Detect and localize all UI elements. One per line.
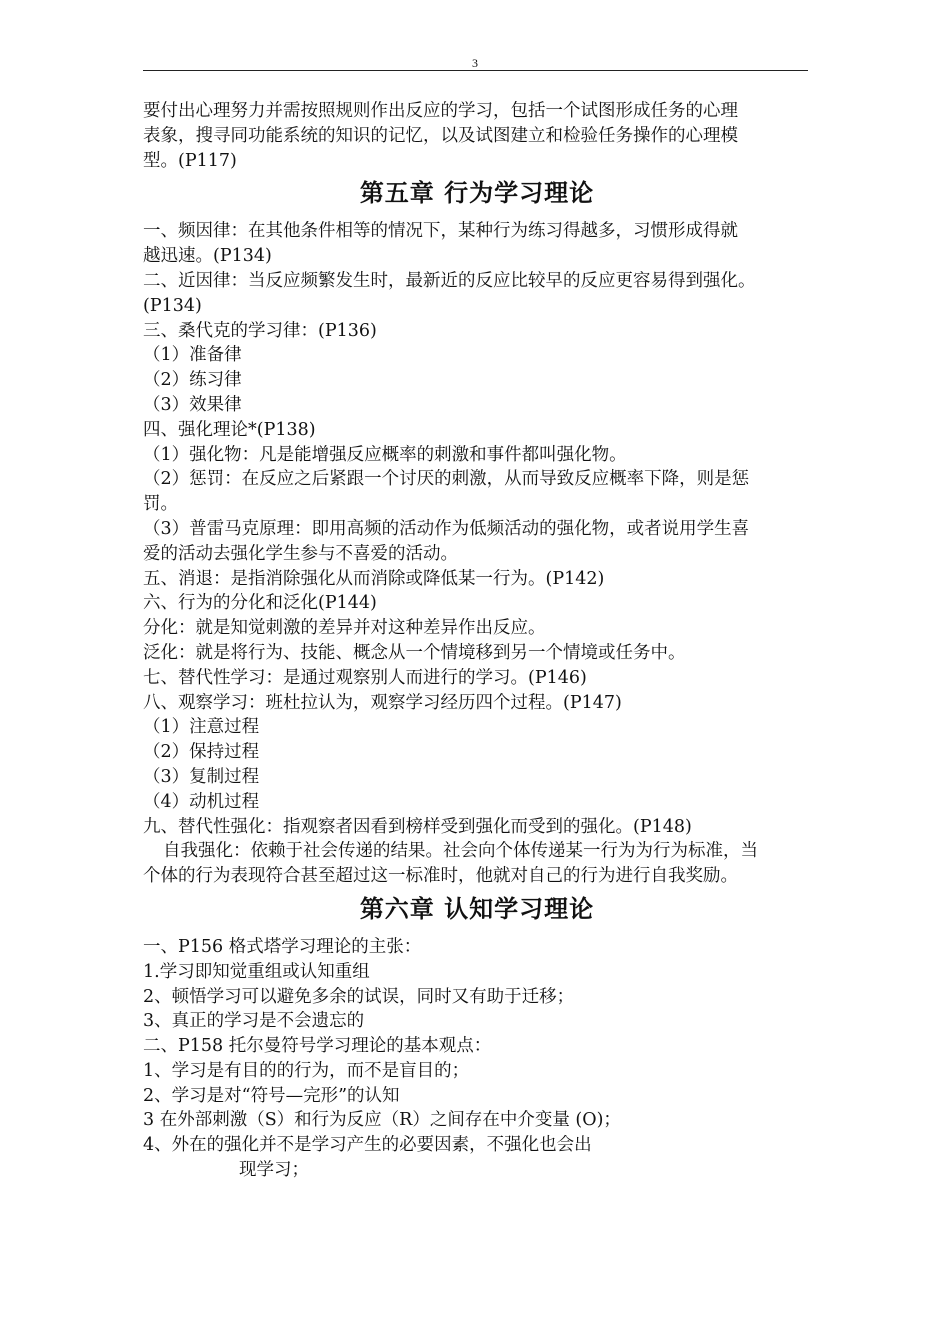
chapter-6-title: 第六章 认知学习理论 [359, 894, 595, 923]
list-item: （2）保持过程 [143, 742, 260, 763]
text-line: 七、替代性学习：是通过观察别人而进行的学习。(P146) [143, 667, 587, 688]
page-number: 3 [472, 56, 478, 70]
list-item: （2）练习律 [143, 370, 242, 391]
text-line: 表象，搜寻同功能系统的知识的记忆，以及试图建立和检验任务操作的心理模 [143, 125, 738, 146]
list-item: （3）效果律 [143, 394, 242, 415]
text-line: 二、P158 托尔曼符号学习理论的基本观点： [143, 1036, 492, 1057]
text-line: 五、消退：是指消除强化从而消除或降低某一行为。(P142) [143, 568, 605, 589]
text-line: 二、近因律：当反应频繁发生时，最新近的反应比较早的反应更容易得到强化。 [143, 270, 756, 291]
text-line: 罚。 [143, 494, 178, 515]
text-line: 爱的活动去强化学生参与不喜爱的活动。 [143, 543, 458, 564]
list-item: （1）准备律 [143, 345, 242, 366]
text-line: 一、P156 格式塔学习理论的主张： [143, 936, 422, 957]
list-item: （2）惩罚：在反应之后紧跟一个讨厌的刺激，从而导致反应概率下降，则是惩 [143, 469, 750, 490]
list-item: 1.学习即知觉重组或认知重组 [143, 961, 370, 982]
list-item: （4）动机过程 [143, 791, 260, 812]
text-line: 三、桑代克的学习律：(P136) [143, 320, 377, 341]
list-item: 3 在外部刺激（S）和行为反应（R）之间存在中介变量 (O)； [143, 1110, 621, 1131]
header-rule [143, 70, 808, 71]
text-line: 个体的行为表现符合甚至超过这一标准时，他就对自己的行为进行自我奖励。 [143, 866, 738, 887]
list-item: （1）注意过程 [143, 717, 260, 738]
text-line: 现学习； [239, 1160, 309, 1181]
text-line: 一、频因律：在其他条件相等的情况下，某种行为练习得越多，习惯形成得就 [143, 221, 738, 242]
text-line: 九、替代性强化：指观察者因看到榜样受到强化而受到的强化。(P148) [143, 816, 692, 837]
text-line: 自我强化：依赖于社会传递的结果。社会向个体传递某一行为为行为标准，当 [163, 841, 758, 862]
text-line: 六、行为的分化和泛化(P144) [143, 593, 377, 614]
text-line: 要付出心理努力并需按照规则作出反应的学习，包括一个试图形成任务的心理 [143, 101, 738, 121]
intro-paragraph [143, 99, 811, 173]
text-line: 八、观察学习：班杜拉认为，观察学习经历四个过程。(P147) [143, 692, 622, 713]
list-item: 2、学习是对“符号—完形”的认知 [143, 1085, 400, 1106]
document-body [143, 99, 811, 1183]
text-line: 四、强化理论*(P138) [143, 419, 316, 440]
text-line: (P134) [143, 295, 202, 316]
text-line: 越迅速。(P134) [143, 246, 272, 267]
list-item: 4、外在的强化并不是学习产生的必要因素，不强化也会出 [143, 1135, 592, 1156]
list-item: （3）普雷马克原理：即用高频的活动作为低频活动的强化物，或者说用学生喜 [143, 518, 750, 539]
chapter-5-title: 第五章 行为学习理论 [359, 179, 595, 208]
chapter-6-body [143, 935, 811, 1183]
list-item: 1、学习是有目的的行为，而不是盲目的； [143, 1060, 470, 1081]
text-line: 型。(P117) [143, 150, 237, 171]
list-item: 3、真正的学习是不会遗忘的 [143, 1011, 365, 1032]
text-line: 泛化：就是将行为、技能、概念从一个情境移到另一个情境或任务中。 [143, 642, 686, 663]
list-item: （1）强化物：凡是能增强反应概率的刺激和事件都叫强化物。 [143, 444, 627, 465]
text-line: 分化：就是知觉刺激的差异并对这种差异作出反应。 [143, 618, 546, 639]
list-item: 2、顿悟学习可以避免多余的试误，同时又有助于迁移； [143, 986, 575, 1007]
chapter-5-body [143, 219, 811, 889]
list-item: （3）复制过程 [143, 766, 260, 787]
